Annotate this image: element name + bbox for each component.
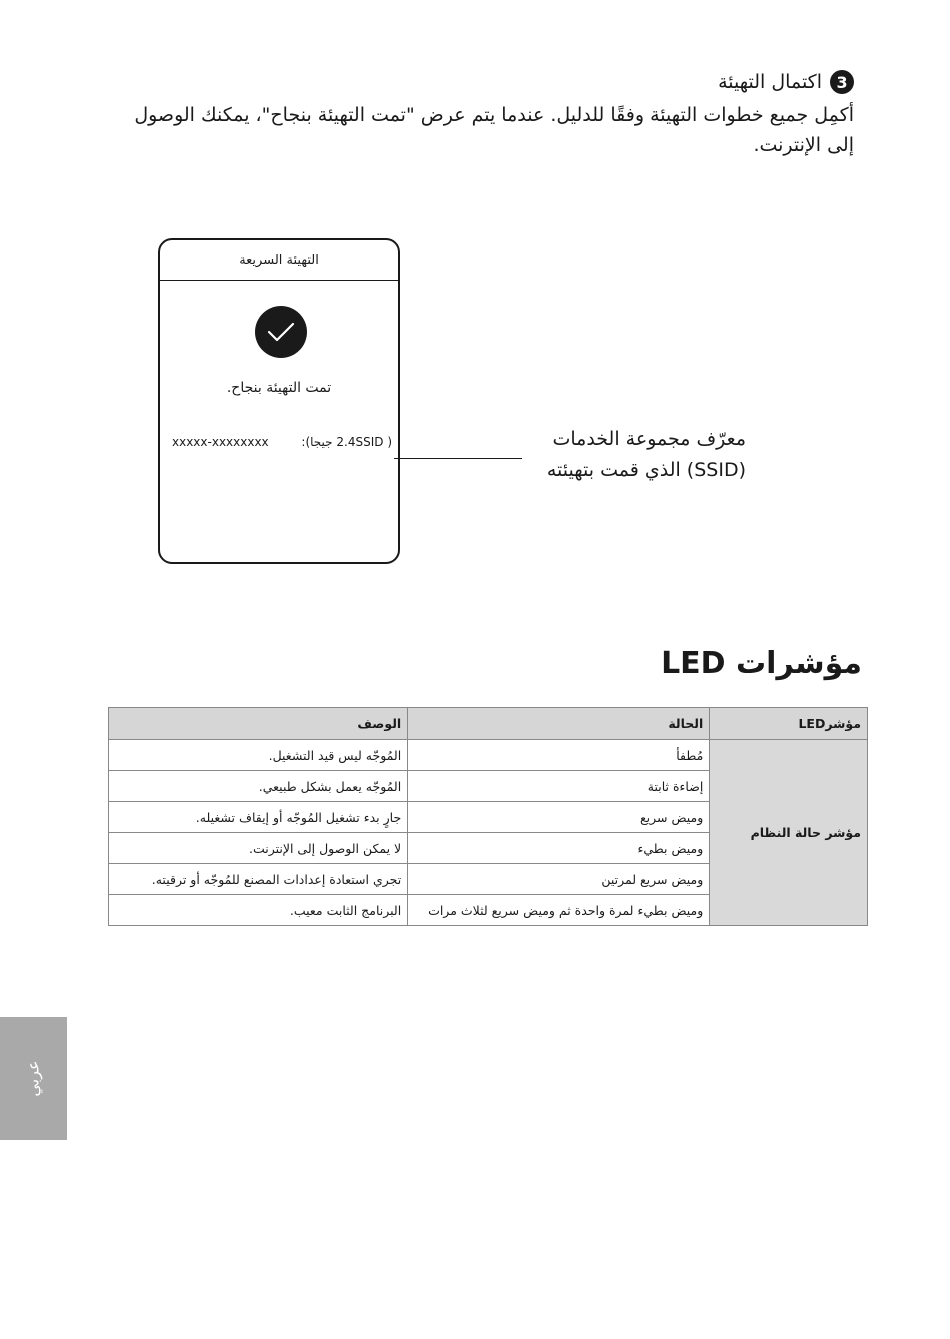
success-message: تمت التهيئة بنجاح.	[226, 380, 332, 396]
description-cell: تجري استعادة إعدادات المصنع للمُوجّه أو ترقيته.	[109, 864, 408, 895]
indicator-name: مؤشر حالة النظام	[710, 740, 868, 926]
step-paragraph: أكمِل جميع خطوات التهيئة وفقًا للدليل. عندما يتم عرض "تمت التهيئة بنجاح"، يمكنك الوصول إلى الإنترنت.	[134, 104, 854, 156]
callout-pointer-line	[394, 458, 522, 459]
description-cell: المُوجّه يعمل بشكل طبيعي.	[109, 771, 408, 802]
step-title: اكتمال التهيئة	[718, 71, 822, 93]
state-cell: مُطفأ	[408, 740, 710, 771]
state-cell: إضاءة ثابتة	[408, 771, 710, 802]
header-description: الوصف	[109, 708, 408, 740]
state-cell: وميض بطيء لمرة واحدة ثم وميض سريع لثلاث مرات	[408, 895, 710, 926]
state-cell: وميض سريع	[408, 802, 710, 833]
header-indicator: مؤشرLED	[710, 708, 868, 740]
ssid-row	[172, 435, 392, 449]
phone-mockup	[158, 238, 400, 564]
language-side-tab	[0, 1017, 67, 1140]
checkmark-icon	[255, 306, 307, 358]
description-cell: المُوجّه ليس قيد التشغيل.	[109, 740, 408, 771]
header-state: الحالة	[408, 708, 710, 740]
state-cell: وميض سريع لمرتين	[408, 864, 710, 895]
led-table	[108, 707, 868, 926]
table-row	[109, 740, 868, 771]
callout-line-1: معرّف مجموعة الخدمات	[552, 428, 746, 450]
ssid-value: xxxxx-xxxxxxxx	[172, 435, 269, 449]
state-cell: وميض بطيء	[408, 833, 710, 864]
callout-line-2: (SSID) الذي قمت بتهيئته	[546, 459, 746, 481]
description-cell: البرنامج الثابت معيب.	[109, 895, 408, 926]
table-header-row	[109, 708, 868, 740]
description-cell: جارٍ بدء تشغيل المُوجّه أو إيقاف تشغيله.	[109, 802, 408, 833]
led-section-title: مؤشرات LED	[661, 646, 862, 681]
description-cell: لا يمكن الوصول إلى الإنترنت.	[109, 833, 408, 864]
phone-header-title: التهيئة السريعة	[160, 240, 398, 281]
language-tab-label: عربي	[23, 1060, 43, 1097]
step-heading	[718, 70, 854, 94]
ssid-label: ( 2.4SSID جيجا):	[301, 435, 392, 449]
ssid-callout	[526, 424, 746, 486]
step-number-badge: 3	[830, 70, 854, 94]
